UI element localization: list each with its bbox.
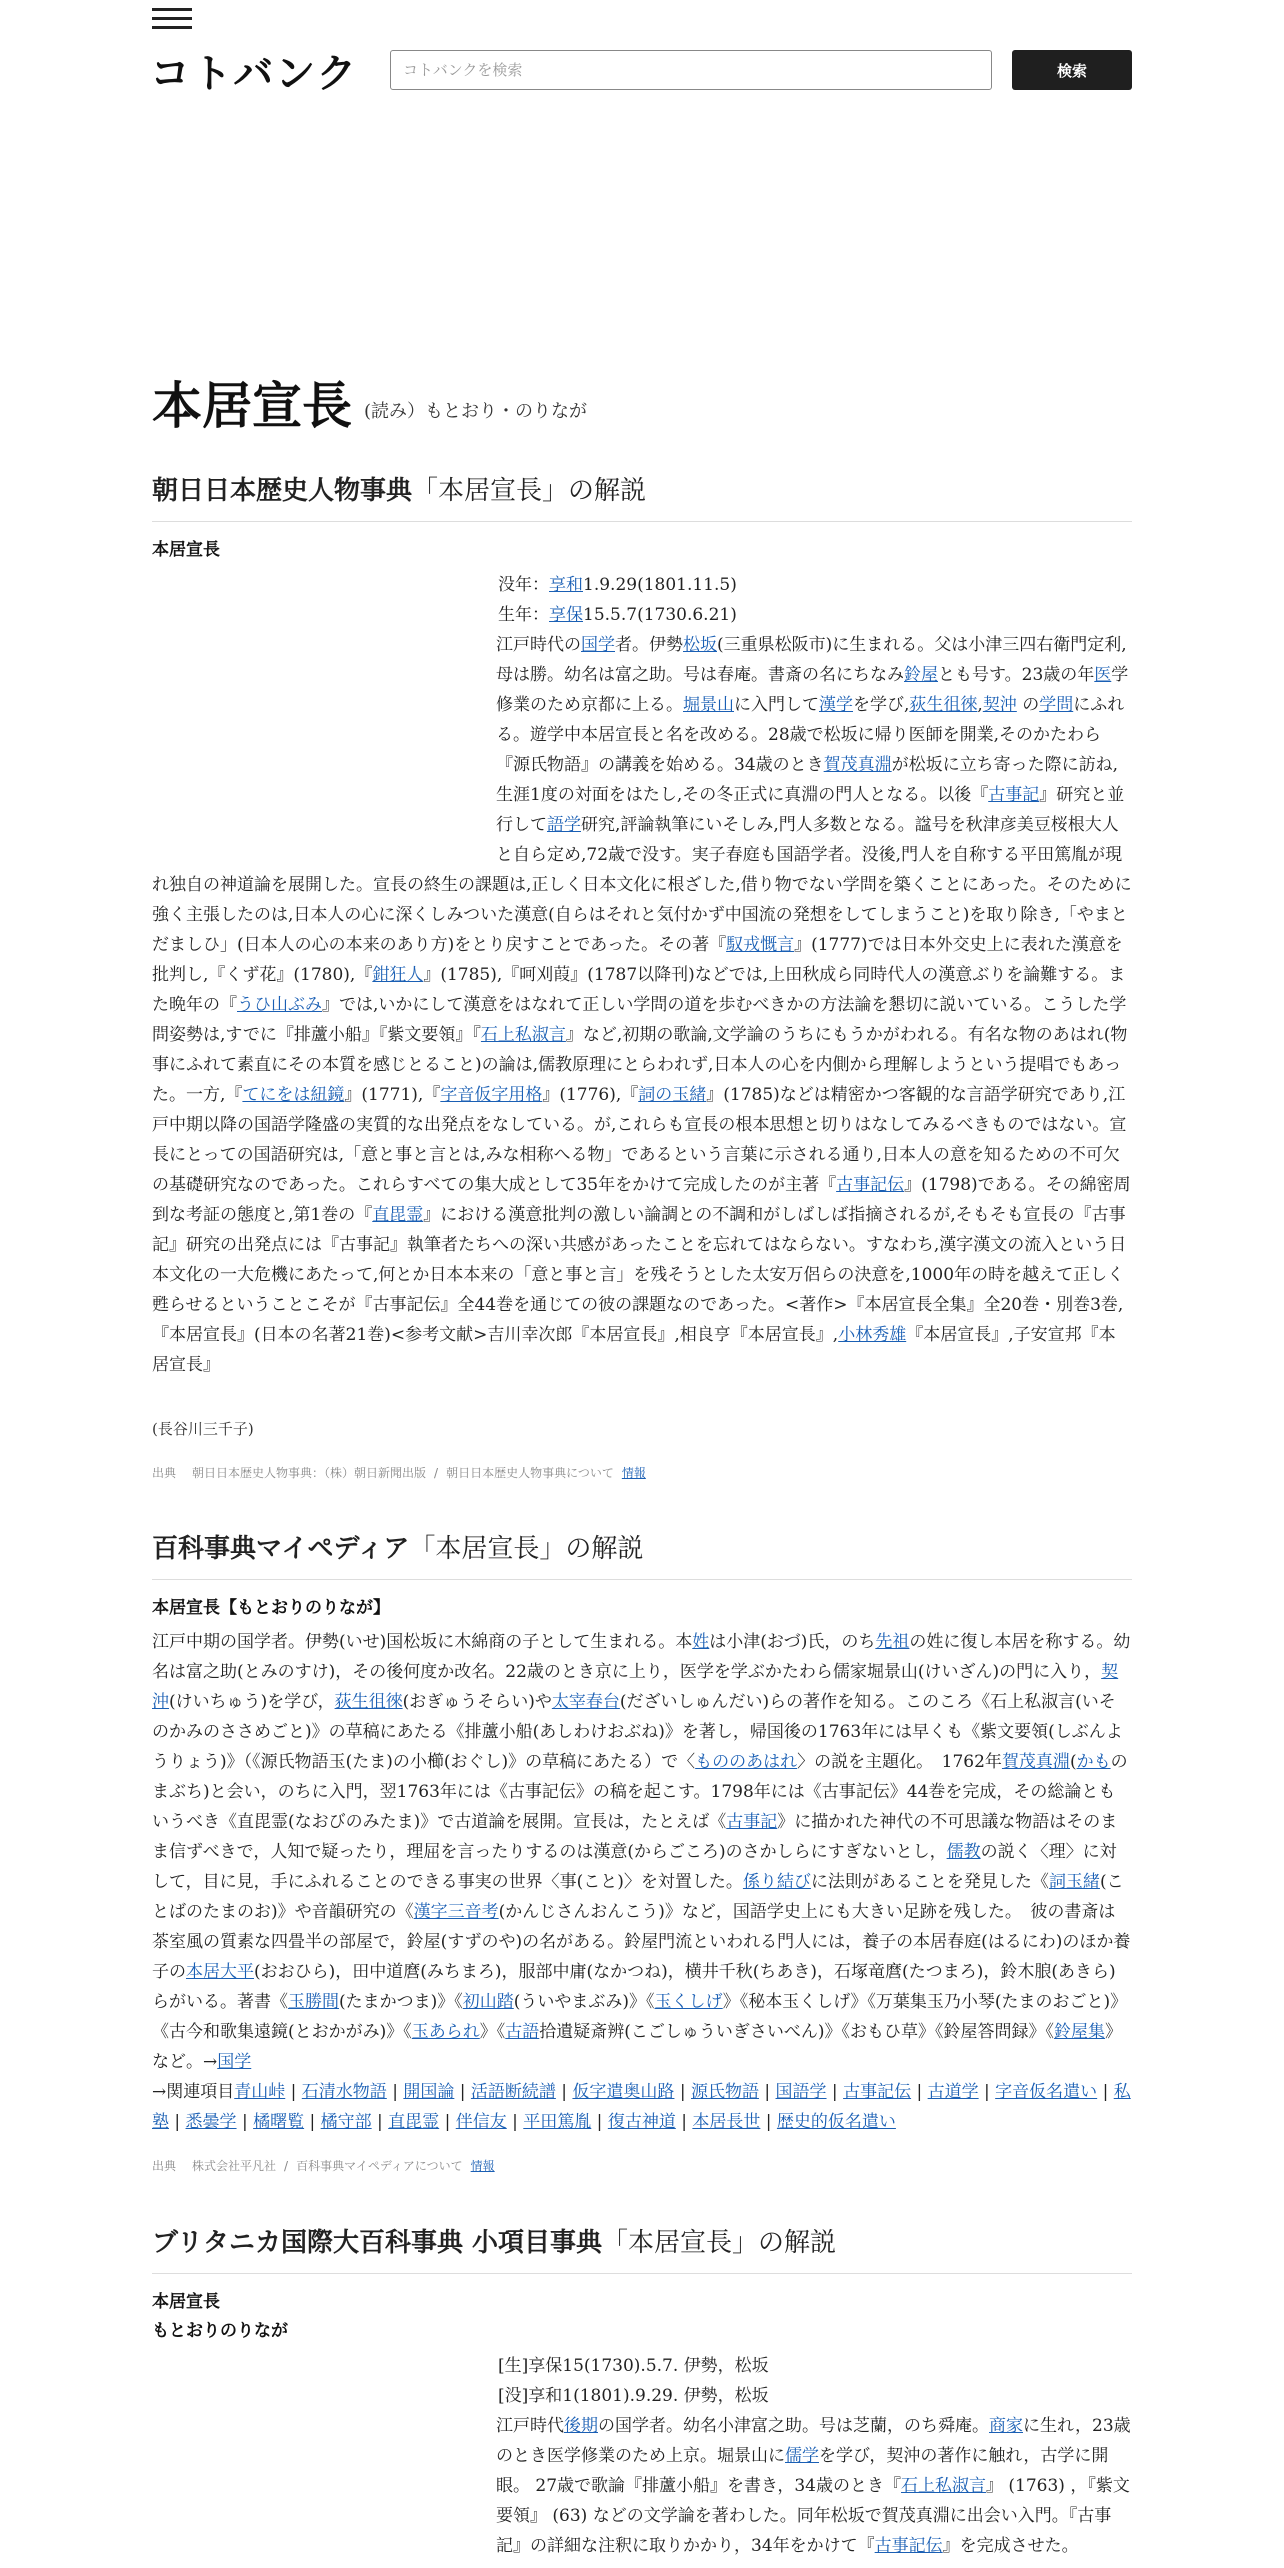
related-link[interactable]: 橘曙覧 [253,2112,305,2132]
separator: | [978,2082,996,2102]
separator: | [304,2112,321,2132]
entry-body-asahi [152,570,1132,1380]
text-run: 』における漢意批判の激しい論調との不調和がしばしば指摘されるが,そもそも宣長の『古事記』研究の出発点には『古事記』執筆者たちへの深い共感があったことを忘れてはならない。すなわち,漢字漢文の流入という日本文化の一大危機にあたって,何とか日本本来の「意と事と言」を残そうとした太安万侶らの決意を,1000年の時を越えて正しく甦らせるということこそが『古事記伝』全44巻を通じての彼の課題なのであった。<著作>『本居宣長全集』全20巻・別巻3巻,『本居宣長』(日本の名著21巻)<参考文献>吉川幸次郎『本居宣長』,相良亨『本居宣長』, [152,1205,1127,1345]
date-value: 1.9.29(1801.11.5) [583,575,737,595]
term-link[interactable]: 小林秀雄 [838,1325,907,1345]
dictionary-name: 朝日日本歴史人物事典 [152,476,413,506]
text-run: の国学者。幼名小津富之助。号は芝蘭，のち舜庵。 [598,2416,989,2436]
text-run: 学修業のため京都に上る。 [496,665,1129,715]
dictionary-name: 百科事典マイペディア [152,1534,410,1564]
term-link[interactable]: 古事記 [726,1812,778,1832]
text-run: のまぶち)と会い，のちに入門，翌1763年には《古事記伝》の稿を起こす。1798年には《古事記伝》44巻を完成，その総論ともいうべき《直毘霊(なおびのみたま)》で古道論を展開。宣長は，たとえば《 [152,1752,1128,1832]
section-heading-mypedia [152,1528,1132,1580]
term-link[interactable]: 先祖 [875,1632,910,1652]
text-run: を学び，契沖の著作に触れ，古学に開眼。 27歳で歌論『排蘆小船』を書き，34歳のとき『 [496,2446,1109,2496]
term-link[interactable]: 契沖 [982,695,1017,715]
separator: | [506,2112,524,2132]
text-run: 』(1771),『 [344,1085,441,1105]
source-label: 出典 [152,2159,177,2173]
term-link[interactable]: 古語 [505,2022,540,2042]
related-link[interactable]: 悉曇学 [185,2112,237,2132]
text-run: 』(1776),『 [542,1085,639,1105]
term-link[interactable]: 詞玉緒 [1048,1872,1100,1892]
heading-suffix: 「本居宣長」の解説 [409,1534,644,1564]
term-link[interactable]: 荻生徂徠 [909,695,978,715]
related-link[interactable]: 源氏物語 [690,2082,759,2102]
text-run: 者。伊勢 [615,635,683,655]
term-link[interactable]: 国学 [217,2052,252,2072]
page-title [152,366,587,438]
term-link[interactable]: 初山踏 [462,1992,514,2012]
term-link[interactable]: 古事記伝 [836,1175,905,1195]
related-link[interactable]: 国語学 [775,2082,827,2102]
term-link[interactable]: 鈴屋 [904,665,938,685]
related-link[interactable]: 字音仮名遣い [995,2082,1098,2102]
related-link[interactable]: 伴信友 [455,2112,507,2132]
text-run: が松坂に立ち寄った際に訪ね,生涯1度の対面をはたし,その冬正式に真淵の門人となる。以後『 [496,755,1119,805]
date-value: 15.5.7(1730.6.21) [583,605,737,625]
term-link[interactable]: 後期 [564,2416,598,2436]
text-run: の説く〈理〉に対して，目に見，手にふれることのできる事実の世界〈事(こと)〉を対置した。 [152,1842,1117,1892]
term-link[interactable]: 堀景山 [683,695,734,715]
term-link[interactable]: 鉗狂人 [372,965,424,985]
text-run: (かんじさんおんこう)》など，国語学史上にも大きい足跡を残した。 彼の書斎は茶室風の質素な四畳半の部屋で，鈴屋(すずのや)の名がある。鈴屋門流といわれる門人には，養子の本居春庭(はるにわ)のほか養子の [152,1902,1131,1982]
search-input[interactable] [390,50,992,90]
term-link[interactable]: 字音仮字用格 [440,1085,543,1105]
era-link[interactable]: 享和 [549,575,583,595]
text-run: 》《秘本玉くしげ》《万葉集玉乃小琴(たまのおごと)》《古今和歌集遠鏡(とおかがみ)》《 [152,1992,1128,2042]
related-label: →関連項目 [152,2082,235,2102]
text-run: ( [1069,1752,1077,1772]
term-link[interactable]: 鈴屋集 [1054,2022,1106,2042]
text-run: に生れ，23歳のとき医学修業のため上京。堀景山に [496,2416,1131,2466]
term-link[interactable]: うひ山ぶみ [237,995,322,1015]
text-run: 江戸中期の国学者。伊勢(いせ)国松坂に木綿商の子として生まれる。本 [152,1632,693,1652]
entry-headword: 本居宣長【もとおりのりなが】 [152,1598,390,1618]
term-link[interactable]: 荻生徂徠 [334,1692,403,1712]
related-link[interactable]: 開国論 [403,2082,455,2102]
related-link[interactable]: 私塾 [152,2082,1131,2132]
separator: | [826,2082,844,2102]
term-link[interactable]: 係り結び [742,1872,811,1892]
term-link[interactable]: 姓 [692,1632,710,1652]
related-link[interactable]: 古道学 [927,2082,979,2102]
menu-icon[interactable] [152,8,192,30]
dictionary-name: ブリタニカ国際大百科事典 小項目事典 [152,2228,603,2258]
source-line: 出典 朝日日本歴史人物事典：（株）朝日新聞出版 / 朝日日本歴史人物事典について 情報 [152,1466,646,1480]
term-link[interactable]: 太宰春台 [551,1692,620,1712]
related-link[interactable]: 活語断続譜 [470,2082,556,2102]
related-link[interactable]: 古事記伝 [843,2082,912,2102]
title-word: 本居宣長 [152,376,352,435]
source-label: 出典 [152,1466,177,1480]
text-run: 〉の説を主題化。 1762年 [797,1752,1002,1772]
date-label: 没年： [498,575,549,595]
text-run: 』(1798)である。その綿密周到な考証の態度と,第1巻の『 [152,1175,1131,1225]
section-heading-asahi [152,470,1132,522]
term-link[interactable]: 石上私淑言 [480,1025,566,1045]
related-link[interactable]: 復古神道 [607,2112,676,2132]
text-run: 江戸時代の [496,635,581,655]
text-run: 』(1785)などは精密かつ客観的な言語学研究であり,江戸中期以降の国語学隆盛の実質的な出発点をなしている。が,これらも宣長の根本思想と切りはなしてみるべきものではない。宣長にとっての国語研究は,「意と事と言とは,みな相称へる物」であるという言葉に示される通り,日本人の意を知るための不可欠の基礎研究なのであった。これらすべての集大成として35年をかけて完成したのが主著『 [152,1085,1127,1195]
term-link[interactable]: 学問 [1039,695,1074,715]
term-link[interactable]: 契沖 [152,1662,1119,1712]
source-info-link[interactable]: 情報 [621,1466,646,1480]
text-run: 江戸時代 [496,2416,564,2436]
term-link[interactable]: 本居大平 [186,1962,254,1982]
text-run: , [977,695,983,715]
author-name: (長谷川三千子) [152,1420,254,1438]
separator: | [675,2112,693,2132]
search-button[interactable]: 検索 [1012,50,1132,90]
related-link[interactable]: 本居長世 [692,2112,761,2132]
entry-body-mypedia [152,1627,1132,2137]
text-run: (おぎゅうそらい)や [402,1692,552,1712]
text-run: とも号す。23歳の年 [938,665,1095,685]
term-link[interactable]: 玉くしげ [654,1992,723,2012]
text-run: (ういやまぶみ)》《 [513,1992,655,2012]
term-link[interactable]: てにをは紐鏡 [242,1085,345,1105]
text-run: 』 (1763) ，『紫文要領』 (63) などの文学論を著わした。同年松坂で賀茂真淵に出会い入門。『古事記』の詳細な注釈に取りかかり，34年をかけて『 [496,2476,1130,2556]
separator: | [386,2082,404,2102]
text-run: 』(1785),『呵刈葭』(1787以降刊)などでは,上田秋成ら同時代人の漢意ぶりを論難する。また晩年の『 [152,965,1126,1015]
separator: | [285,2082,302,2102]
text-run: の姓に復し本居を称する。幼名は富之助(とみのすけ)，その後何度か改名。22歳のとき京に上り，医学を学ぶかたわら儒家堀景山(けいざん)の門に入り， [152,1632,1131,1682]
source-line: 出典 株式会社平凡社 / 百科事典マイペディアについて 情報 [152,2159,495,2173]
site-logo[interactable]: コトバンク [150,51,359,97]
text-run: 研究,評論執筆にいそしみ,門人多数となる。諡号を秋津彦美豆桜根大人と自ら定め,72歳で没す。実子春庭も国語学者。没後,門人を自称する平田篤胤が現れ独自の神道論を展開した。宣長の終生の課題は,正しく日本文化に根ざした,借り物でない学問を築くことにあった。そのために強く主張したのは,日本人の心に深くしみついた漢意(自らはそれと気付かず中国流の発想をしてしまうこと)を取り除き,「やまとだましひ」(日本人の心の本来のあり方)をとり戻すことであった。その著『 [152,815,1132,955]
term-link[interactable]: 石上私淑言 [901,2476,986,2496]
term-link[interactable]: 玉あられ [411,2022,480,2042]
date-label: 生年： [498,605,549,625]
term-link[interactable]: 直毘霊 [372,1205,424,1225]
term-link[interactable]: 儒学 [785,2446,819,2466]
separator: | [439,2112,456,2132]
entry-text [152,1627,1132,2077]
text-run: (けいちゅう)を学び， [169,1692,335,1712]
era-link[interactable]: 享保 [549,605,583,625]
title-reading: (読み）もとおり・のりなが [364,401,588,422]
term-link[interactable]: 商家 [989,2416,1023,2436]
term-link[interactable]: 賀茂真淵 [1001,1752,1070,1772]
text-run: 』など,初期の歌論,文学論のうちにもうかがわれる。有名な物のあはれ(物事にふれて素直にその本質を感じとること)の論は,儒教原理にとらわれず,日本人の心を内側から理解しようという提唱でもあった。一方,『 [152,1025,1128,1105]
separator: | [911,2082,928,2102]
separator: | [555,2082,573,2102]
text-run: (ことばのたまのお)》や音韻研究の《 [152,1872,1124,1922]
separator: | [591,2112,608,2132]
source-publisher: 朝日日本歴史人物事典：（株）朝日新聞出版 [192,1466,427,1480]
related-link[interactable]: 直毘霊 [388,2112,440,2132]
separator: | [169,2112,186,2132]
image-placeholder [152,570,496,870]
source-publisher: 株式会社平凡社 [192,2159,277,2173]
term-link[interactable]: 漢学 [819,695,853,715]
entry-headword: 本居宣長 [152,540,220,560]
section-heading-britannica [152,2222,1132,2274]
text-run: 拾遺疑斎辨(こごしゅういぎさいべん)》《おもひ草》《鈴屋答問録》《 [539,2022,1055,2042]
text-run: (おおひら)，田中道麿(みちまろ)，服部中庸(なかつね)，横井千秋(ちあき)，石塚竜麿(たつまろ)，鈴木朖(あきら)らがいる。著書《 [152,1962,1116,2012]
term-link[interactable]: 古事記 [988,785,1040,805]
text-run: (三重県松阪市)に生まれる。父は小津三四右衛門定利,母は勝。幼名は富之助。号は春庵。書斎の名にちなみ [496,635,1127,685]
term-link[interactable]: 語学 [547,815,581,835]
entry-headword: 本居宣長 [152,2292,220,2312]
separator: | [236,2112,254,2132]
text-run: (だざいしゅんだい)らの著作を知る。このころ《石上私淑言(いそのかみのささめごと)》の草稿にあたる《排蘆小船(あしわけおぶね)》を著し，帰国後の1763年には早くも《紫文要領(しぶんようりょう)》（《源氏物語玉(たま)の小櫛(おぐし)》の草稿にあたる）で〈 [152,1692,1123,1772]
text-run: (たまかつま)》《 [339,1992,463,2012]
death-info: [没]享和1(1801).9.29. 伊勢，松坂 [498,2386,769,2406]
text-run: 》《 [479,2022,506,2042]
term-link[interactable]: 古事記伝 [874,2536,943,2556]
term-link[interactable]: 詞の玉緒 [638,1085,707,1105]
text-run: の [1016,695,1040,715]
text-run: 『本居宣長』,子安宣邦『本居宣長』 [152,1325,1116,1375]
term-link[interactable]: もののあはれ [695,1752,798,1772]
text-run: 》など。→ [152,2022,1123,2072]
term-link[interactable]: 玉勝間 [288,1992,339,2012]
text-run: 』(1777)では日本外交史上に表れた漢意を批判し,『くず花』(1780),『 [152,935,1123,985]
text-run: 』研究と並行して [496,785,1125,835]
entry-reading: もとおりのりなが [152,2321,288,2341]
term-link[interactable]: 馭戎慨言 [726,935,795,955]
related-link[interactable]: 石清水物語 [301,2082,387,2102]
heading-suffix: 「本居宣長」の解説 [412,476,647,506]
text-run: 』では,いかにして漢意をはなれて正しい学問の道を歩むべきかの方法論を懇切に説いている。こうした学問姿勢は,すでに『排蘆小船』『紫文要領』『 [152,995,1127,1045]
term-link[interactable]: 賀茂真淵 [823,755,892,775]
source-about[interactable]: 朝日日本歴史人物事典について [446,1466,614,1480]
term-link[interactable]: 国学 [581,635,615,655]
text-run: に入門して [734,695,819,715]
term-link[interactable]: 医 [1094,665,1112,685]
term-link[interactable]: 漢字三音考 [413,1902,499,1922]
text-run: に法則があることを発見した《 [810,1872,1049,1892]
separator: | [674,2082,691,2102]
separator: | [758,2082,776,2102]
term-link[interactable]: 儒教 [946,1842,981,1862]
related-link[interactable]: 平田篤胤 [523,2112,592,2132]
related-link[interactable]: 青山峠 [234,2082,286,2102]
text-run: 》に描かれた神代の不可思議な物語はそのまま信ずべきで，人知で疑ったり，理屈を言ったりするのは漢意(からごころ)のさかしらにすぎないとし， [152,1812,1118,1862]
heading-suffix: 「本居宣長」の解説 [602,2228,837,2258]
separator: | [454,2082,471,2102]
source-info-link[interactable]: 情報 [470,2159,495,2173]
separator: | [760,2112,777,2132]
birth-info: [生]享保15(1730).5.7. 伊勢，松坂 [498,2356,769,2376]
text-run: 』を完成させた。 [942,2536,1079,2556]
related-link[interactable]: 橘守部 [320,2112,372,2132]
separator: | [1097,2082,1114,2102]
entry-body-britannica [152,2351,1132,2568]
text-run: を学び, [853,695,910,715]
related-link[interactable]: 歴史的仮名遣い [776,2112,896,2132]
related-items [152,2077,1132,2137]
term-link[interactable]: 松坂 [683,635,717,655]
related-link[interactable]: 仮字遣奥山路 [572,2082,675,2102]
text-run: にふれる。遊学中本居宣長と名を改める。28歳で松坂に帰り医師を開業,そのかたわら『源氏物語』の講義を始める。34歳のとき [496,695,1125,775]
image-placeholder [152,2351,496,2568]
text-run: は小津(おづ)氏，のち [709,1632,876,1652]
source-about[interactable]: 百科事典マイペディアについて [296,2159,463,2173]
separator: | [371,2112,389,2132]
term-link[interactable]: かも [1076,1752,1111,1772]
